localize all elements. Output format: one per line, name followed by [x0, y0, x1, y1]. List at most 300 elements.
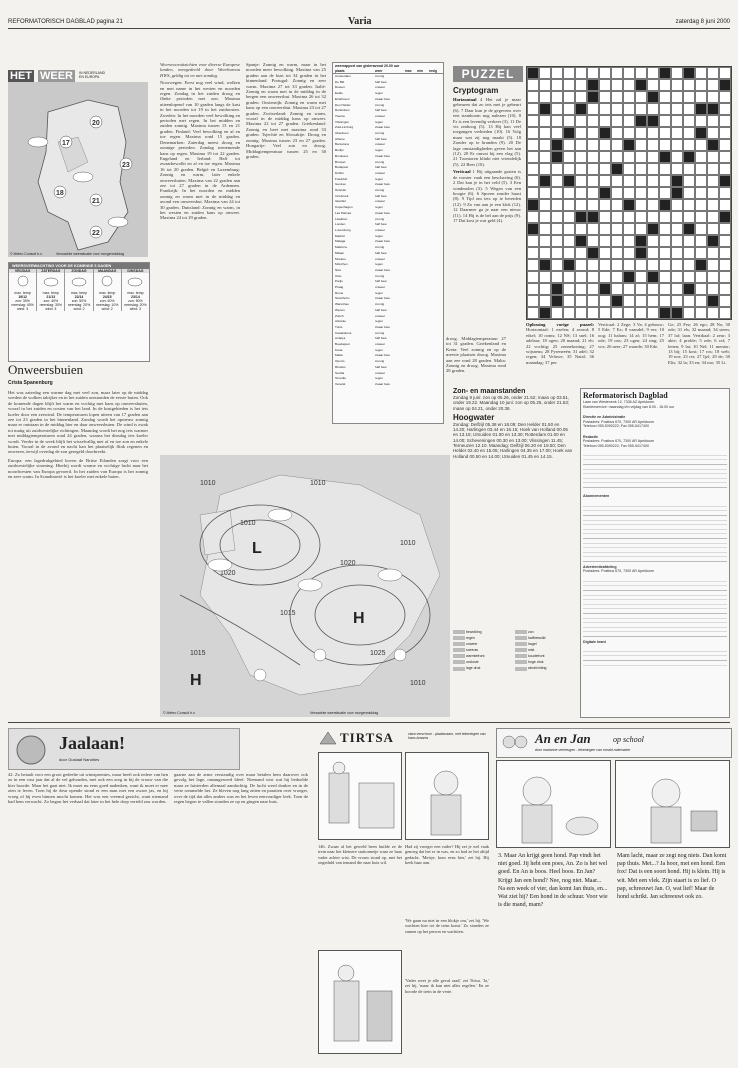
- crossword-cell[interactable]: [611, 187, 623, 199]
- crossword-cell[interactable]: [539, 151, 551, 163]
- crossword-cell[interactable]: [647, 259, 659, 271]
- crossword-cell[interactable]: [695, 91, 707, 103]
- crossword-cell[interactable]: [659, 223, 671, 235]
- crossword-cell[interactable]: [707, 163, 719, 175]
- crossword-cell[interactable]: [527, 103, 539, 115]
- crossword-cell[interactable]: [575, 271, 587, 283]
- crossword-cell[interactable]: [659, 283, 671, 295]
- crossword-cell[interactable]: [623, 211, 635, 223]
- crossword-cell[interactable]: [539, 271, 551, 283]
- crossword-cell[interactable]: [587, 139, 599, 151]
- crossword-cell[interactable]: [539, 127, 551, 139]
- crossword-cell[interactable]: [695, 235, 707, 247]
- crossword-cell[interactable]: [647, 151, 659, 163]
- crossword-cell[interactable]: [599, 163, 611, 175]
- crossword-cell[interactable]: [563, 247, 575, 259]
- crossword-cell[interactable]: [659, 103, 671, 115]
- crossword-cell[interactable]: [539, 235, 551, 247]
- crossword-cell[interactable]: [611, 211, 623, 223]
- crossword-cell[interactable]: [599, 223, 611, 235]
- crossword-cell[interactable]: [551, 175, 563, 187]
- crossword-cell[interactable]: [719, 307, 731, 319]
- crossword-cell[interactable]: [587, 283, 599, 295]
- crossword-cell[interactable]: [695, 139, 707, 151]
- crossword-cell[interactable]: [719, 295, 731, 307]
- crossword-cell[interactable]: [599, 307, 611, 319]
- crossword-cell[interactable]: [599, 91, 611, 103]
- crossword-cell[interactable]: [695, 295, 707, 307]
- crossword-cell[interactable]: [551, 247, 563, 259]
- crossword-cell[interactable]: [671, 139, 683, 151]
- crossword-cell[interactable]: [623, 259, 635, 271]
- crossword-cell[interactable]: [623, 115, 635, 127]
- crossword-cell[interactable]: [599, 79, 611, 91]
- crossword-cell[interactable]: [659, 115, 671, 127]
- crossword-cell[interactable]: [551, 115, 563, 127]
- crossword-cell[interactable]: [551, 187, 563, 199]
- crossword-cell[interactable]: [719, 235, 731, 247]
- crossword-cell[interactable]: [563, 283, 575, 295]
- crossword-cell[interactable]: [527, 163, 539, 175]
- crossword-cell[interactable]: [623, 91, 635, 103]
- crossword-cell[interactable]: [599, 139, 611, 151]
- crossword-cell[interactable]: [659, 79, 671, 91]
- crossword-cell[interactable]: [707, 175, 719, 187]
- crossword-cell[interactable]: [635, 211, 647, 223]
- crossword-cell[interactable]: [539, 295, 551, 307]
- crossword-cell[interactable]: [683, 139, 695, 151]
- crossword-cell[interactable]: [719, 271, 731, 283]
- crossword-cell[interactable]: [659, 139, 671, 151]
- crossword-cell[interactable]: [647, 67, 659, 79]
- crossword-cell[interactable]: [635, 163, 647, 175]
- crossword-cell[interactable]: [539, 211, 551, 223]
- crossword-cell[interactable]: [551, 163, 563, 175]
- crossword-cell[interactable]: [527, 235, 539, 247]
- crossword-cell[interactable]: [575, 307, 587, 319]
- crossword-cell[interactable]: [647, 283, 659, 295]
- crossword-cell[interactable]: [575, 127, 587, 139]
- crossword-cell[interactable]: [695, 283, 707, 295]
- crossword-cell[interactable]: [695, 211, 707, 223]
- crossword-cell[interactable]: [563, 115, 575, 127]
- crossword-cell[interactable]: [611, 79, 623, 91]
- crossword-cell[interactable]: [671, 223, 683, 235]
- crossword-cell[interactable]: [623, 223, 635, 235]
- crossword-cell[interactable]: [623, 283, 635, 295]
- crossword-cell[interactable]: [683, 91, 695, 103]
- crossword-cell[interactable]: [551, 211, 563, 223]
- crossword-cell[interactable]: [683, 175, 695, 187]
- crossword-cell[interactable]: [671, 67, 683, 79]
- crossword-cell[interactable]: [563, 103, 575, 115]
- crossword-cell[interactable]: [635, 103, 647, 115]
- crossword-cell[interactable]: [683, 79, 695, 91]
- crossword-cell[interactable]: [587, 187, 599, 199]
- crossword-cell[interactable]: [527, 79, 539, 91]
- crossword-cell[interactable]: [611, 175, 623, 187]
- crossword-cell[interactable]: [695, 223, 707, 235]
- crossword-cell[interactable]: [707, 283, 719, 295]
- crossword-cell[interactable]: [575, 115, 587, 127]
- crossword-cell[interactable]: [587, 307, 599, 319]
- crossword-cell[interactable]: [707, 247, 719, 259]
- crossword-cell[interactable]: [563, 295, 575, 307]
- crossword-cell[interactable]: [695, 79, 707, 91]
- crossword-cell[interactable]: [695, 271, 707, 283]
- crossword-cell[interactable]: [599, 211, 611, 223]
- crossword-cell[interactable]: [575, 247, 587, 259]
- crossword-cell[interactable]: [551, 199, 563, 211]
- crossword-cell[interactable]: [635, 91, 647, 103]
- crossword-cell[interactable]: [527, 271, 539, 283]
- crossword-cell[interactable]: [575, 91, 587, 103]
- crossword-cell[interactable]: [683, 187, 695, 199]
- crossword-cell[interactable]: [527, 91, 539, 103]
- crossword-cell[interactable]: [563, 151, 575, 163]
- crossword-cell[interactable]: [539, 199, 551, 211]
- crossword-cell[interactable]: [611, 67, 623, 79]
- crossword-cell[interactable]: [647, 295, 659, 307]
- crossword-cell[interactable]: [575, 295, 587, 307]
- crossword-cell[interactable]: [719, 283, 731, 295]
- crossword-cell[interactable]: [683, 295, 695, 307]
- crossword-cell[interactable]: [683, 211, 695, 223]
- crossword-cell[interactable]: [671, 103, 683, 115]
- crossword-cell[interactable]: [587, 223, 599, 235]
- crossword-cell[interactable]: [659, 127, 671, 139]
- crossword-cell[interactable]: [611, 235, 623, 247]
- crossword-cell[interactable]: [683, 259, 695, 271]
- crossword-cell[interactable]: [671, 163, 683, 175]
- crossword-cell[interactable]: [611, 307, 623, 319]
- crossword-cell[interactable]: [695, 115, 707, 127]
- crossword-cell[interactable]: [695, 247, 707, 259]
- crossword-cell[interactable]: [575, 223, 587, 235]
- crossword-cell[interactable]: [563, 271, 575, 283]
- crossword-cell[interactable]: [647, 175, 659, 187]
- crossword-cell[interactable]: [647, 211, 659, 223]
- crossword-cell[interactable]: [671, 91, 683, 103]
- crossword-cell[interactable]: [695, 199, 707, 211]
- crossword-cell[interactable]: [707, 79, 719, 91]
- crossword-cell[interactable]: [611, 139, 623, 151]
- crossword-cell[interactable]: [599, 175, 611, 187]
- crossword-cell[interactable]: [587, 163, 599, 175]
- crossword-cell[interactable]: [707, 127, 719, 139]
- crossword-cell[interactable]: [635, 187, 647, 199]
- crossword-cell[interactable]: [683, 127, 695, 139]
- crossword-cell[interactable]: [623, 295, 635, 307]
- crossword-cell[interactable]: [587, 127, 599, 139]
- crossword-cell[interactable]: [575, 187, 587, 199]
- crossword-cell[interactable]: [611, 115, 623, 127]
- crossword-cell[interactable]: [611, 91, 623, 103]
- crossword-cell[interactable]: [575, 163, 587, 175]
- crossword-cell[interactable]: [539, 163, 551, 175]
- crossword-cell[interactable]: [551, 91, 563, 103]
- crossword-cell[interactable]: [563, 223, 575, 235]
- crossword-cell[interactable]: [659, 91, 671, 103]
- crossword-cell[interactable]: [635, 271, 647, 283]
- crossword-cell[interactable]: [623, 247, 635, 259]
- crossword-cell[interactable]: [551, 223, 563, 235]
- crossword-cell[interactable]: [707, 259, 719, 271]
- crossword-cell[interactable]: [623, 67, 635, 79]
- crossword-cell[interactable]: [587, 115, 599, 127]
- crossword-cell[interactable]: [647, 79, 659, 91]
- crossword-cell[interactable]: [659, 163, 671, 175]
- crossword-cell[interactable]: [659, 187, 671, 199]
- crossword-cell[interactable]: [527, 259, 539, 271]
- crossword-cell[interactable]: [611, 103, 623, 115]
- crossword-cell[interactable]: [539, 67, 551, 79]
- crossword-cell[interactable]: [611, 247, 623, 259]
- crossword-cell[interactable]: [539, 247, 551, 259]
- crossword-cell[interactable]: [611, 151, 623, 163]
- crossword-cell[interactable]: [575, 151, 587, 163]
- crossword-cell[interactable]: [551, 235, 563, 247]
- crossword-cell[interactable]: [623, 163, 635, 175]
- crossword-cell[interactable]: [695, 67, 707, 79]
- crossword-cell[interactable]: [551, 67, 563, 79]
- crossword-cell[interactable]: [527, 307, 539, 319]
- crossword-cell[interactable]: [719, 91, 731, 103]
- crossword-cell[interactable]: [647, 127, 659, 139]
- crossword-cell[interactable]: [671, 115, 683, 127]
- crossword-cell[interactable]: [599, 199, 611, 211]
- crossword-cell[interactable]: [587, 175, 599, 187]
- crossword-cell[interactable]: [647, 235, 659, 247]
- crossword-cell[interactable]: [719, 151, 731, 163]
- crossword-cell[interactable]: [647, 307, 659, 319]
- crossword-cell[interactable]: [719, 139, 731, 151]
- crossword-cell[interactable]: [575, 67, 587, 79]
- crossword-cell[interactable]: [707, 199, 719, 211]
- crossword-cell[interactable]: [695, 307, 707, 319]
- crossword-cell[interactable]: [635, 295, 647, 307]
- crossword-cell[interactable]: [695, 151, 707, 163]
- crossword-cell[interactable]: [707, 115, 719, 127]
- crossword-cell[interactable]: [527, 247, 539, 259]
- crossword-cell[interactable]: [563, 139, 575, 151]
- crossword-cell[interactable]: [527, 115, 539, 127]
- crossword-cell[interactable]: [671, 235, 683, 247]
- crossword-cell[interactable]: [563, 163, 575, 175]
- crossword-cell[interactable]: [563, 307, 575, 319]
- crossword-cell[interactable]: [563, 187, 575, 199]
- crossword-cell[interactable]: [623, 235, 635, 247]
- crossword-cell[interactable]: [671, 199, 683, 211]
- crossword-cell[interactable]: [575, 283, 587, 295]
- crossword-cell[interactable]: [599, 259, 611, 271]
- crossword-cell[interactable]: [599, 151, 611, 163]
- crossword-cell[interactable]: [719, 199, 731, 211]
- crossword-cell[interactable]: [575, 199, 587, 211]
- crossword-cell[interactable]: [683, 307, 695, 319]
- crossword-cell[interactable]: [635, 127, 647, 139]
- crossword-cell[interactable]: [527, 127, 539, 139]
- crossword-cell[interactable]: [719, 259, 731, 271]
- crossword-cell[interactable]: [647, 199, 659, 211]
- crossword-cell[interactable]: [659, 271, 671, 283]
- crossword-cell[interactable]: [599, 67, 611, 79]
- crossword-cell[interactable]: [635, 67, 647, 79]
- crossword-cell[interactable]: [527, 151, 539, 163]
- crossword-cell[interactable]: [563, 199, 575, 211]
- crossword-cell[interactable]: [659, 295, 671, 307]
- crossword-cell[interactable]: [635, 223, 647, 235]
- crossword-cell[interactable]: [611, 223, 623, 235]
- crossword-cell[interactable]: [539, 223, 551, 235]
- crossword-cell[interactable]: [527, 211, 539, 223]
- crossword-cell[interactable]: [671, 151, 683, 163]
- crossword-cell[interactable]: [551, 271, 563, 283]
- crossword-cell[interactable]: [683, 199, 695, 211]
- crossword-cell[interactable]: [671, 127, 683, 139]
- crossword-cell[interactable]: [527, 187, 539, 199]
- crossword-cell[interactable]: [671, 247, 683, 259]
- crossword-cell[interactable]: [587, 235, 599, 247]
- crossword-cell[interactable]: [551, 307, 563, 319]
- crossword-cell[interactable]: [623, 127, 635, 139]
- crossword-cell[interactable]: [635, 307, 647, 319]
- crossword-cell[interactable]: [563, 91, 575, 103]
- crossword-cell[interactable]: [587, 295, 599, 307]
- crossword-cell[interactable]: [611, 259, 623, 271]
- crossword-cell[interactable]: [527, 283, 539, 295]
- crossword-cell[interactable]: [707, 67, 719, 79]
- crossword-cell[interactable]: [611, 283, 623, 295]
- crossword-cell[interactable]: [719, 163, 731, 175]
- crossword-cell[interactable]: [647, 103, 659, 115]
- crossword-cell[interactable]: [707, 271, 719, 283]
- crossword-cell[interactable]: [599, 103, 611, 115]
- crossword-cell[interactable]: [635, 259, 647, 271]
- crossword-cell[interactable]: [707, 307, 719, 319]
- crossword-cell[interactable]: [659, 175, 671, 187]
- crossword-cell[interactable]: [575, 259, 587, 271]
- crossword-cell[interactable]: [587, 67, 599, 79]
- crossword-cell[interactable]: [683, 235, 695, 247]
- crossword-cell[interactable]: [599, 295, 611, 307]
- crossword-cell[interactable]: [671, 295, 683, 307]
- crossword-cell[interactable]: [707, 211, 719, 223]
- crossword-cell[interactable]: [683, 115, 695, 127]
- crossword-cell[interactable]: [623, 175, 635, 187]
- crossword-cell[interactable]: [719, 247, 731, 259]
- crossword-cell[interactable]: [683, 247, 695, 259]
- crossword-cell[interactable]: [611, 127, 623, 139]
- crossword-cell[interactable]: [575, 175, 587, 187]
- crossword-cell[interactable]: [575, 79, 587, 91]
- crossword-cell[interactable]: [587, 271, 599, 283]
- crossword-cell[interactable]: [611, 199, 623, 211]
- crossword-cell[interactable]: [551, 259, 563, 271]
- crossword-cell[interactable]: [527, 295, 539, 307]
- crossword-cell[interactable]: [707, 223, 719, 235]
- crossword-cell[interactable]: [575, 139, 587, 151]
- crossword-cell[interactable]: [599, 247, 611, 259]
- crossword-cell[interactable]: [539, 139, 551, 151]
- crossword-cell[interactable]: [563, 211, 575, 223]
- crossword-cell[interactable]: [635, 151, 647, 163]
- crossword-cell[interactable]: [623, 187, 635, 199]
- crossword-cell[interactable]: [695, 175, 707, 187]
- crossword-cell[interactable]: [539, 187, 551, 199]
- crossword-cell[interactable]: [551, 103, 563, 115]
- crossword-cell[interactable]: [599, 115, 611, 127]
- crossword-cell[interactable]: [671, 283, 683, 295]
- crossword-cell[interactable]: [647, 247, 659, 259]
- crossword-cell[interactable]: [647, 187, 659, 199]
- crossword-cell[interactable]: [683, 163, 695, 175]
- crossword-cell[interactable]: [587, 151, 599, 163]
- crossword-cell[interactable]: [671, 271, 683, 283]
- crossword-cell[interactable]: [527, 139, 539, 151]
- crossword-cell[interactable]: [683, 271, 695, 283]
- crossword-cell[interactable]: [683, 103, 695, 115]
- crossword-cell[interactable]: [623, 79, 635, 91]
- crossword-cell[interactable]: [719, 223, 731, 235]
- crossword-cell[interactable]: [647, 139, 659, 151]
- crossword-cell[interactable]: [563, 79, 575, 91]
- crossword-cell[interactable]: [599, 235, 611, 247]
- crossword-cell[interactable]: [707, 91, 719, 103]
- crossword-cell[interactable]: [635, 283, 647, 295]
- crossword-cell[interactable]: [707, 187, 719, 199]
- crossword-cell[interactable]: [623, 307, 635, 319]
- crossword-cell[interactable]: [659, 247, 671, 259]
- crossword-cell[interactable]: [719, 127, 731, 139]
- crossword-cell[interactable]: [671, 79, 683, 91]
- crossword-cell[interactable]: [647, 163, 659, 175]
- crossword-cell[interactable]: [539, 79, 551, 91]
- crossword-cell[interactable]: [611, 271, 623, 283]
- crossword-cell[interactable]: [695, 163, 707, 175]
- crossword-cell[interactable]: [539, 115, 551, 127]
- crossword-cell[interactable]: [659, 211, 671, 223]
- crossword-cell[interactable]: [707, 151, 719, 163]
- crossword-cell[interactable]: [719, 187, 731, 199]
- crossword-cell[interactable]: [623, 151, 635, 163]
- crossword-cell[interactable]: [719, 67, 731, 79]
- crossword-cell[interactable]: [635, 139, 647, 151]
- crossword-cell[interactable]: [719, 103, 731, 115]
- crossword-cell[interactable]: [635, 175, 647, 187]
- crossword-cell[interactable]: [659, 235, 671, 247]
- crossword-cell[interactable]: [587, 103, 599, 115]
- crossword-cell[interactable]: [563, 235, 575, 247]
- forecast-day-name: ZONDAG: [65, 269, 92, 273]
- crossword-cell[interactable]: [563, 67, 575, 79]
- crossword-cell[interactable]: [623, 103, 635, 115]
- crossword-cell[interactable]: [539, 283, 551, 295]
- crossword-cell[interactable]: [587, 259, 599, 271]
- crossword-cell[interactable]: [635, 199, 647, 211]
- crossword-cell[interactable]: [695, 187, 707, 199]
- crossword-cell[interactable]: [551, 79, 563, 91]
- crossword-cell[interactable]: [539, 91, 551, 103]
- crossword-cell[interactable]: [527, 175, 539, 187]
- crossword-cell[interactable]: [659, 259, 671, 271]
- crossword-cell[interactable]: [671, 211, 683, 223]
- crossword-cell[interactable]: [551, 127, 563, 139]
- crossword-cell[interactable]: [599, 271, 611, 283]
- crossword-cell[interactable]: [671, 259, 683, 271]
- crossword-cell[interactable]: [587, 199, 599, 211]
- crossword-cell[interactable]: [719, 115, 731, 127]
